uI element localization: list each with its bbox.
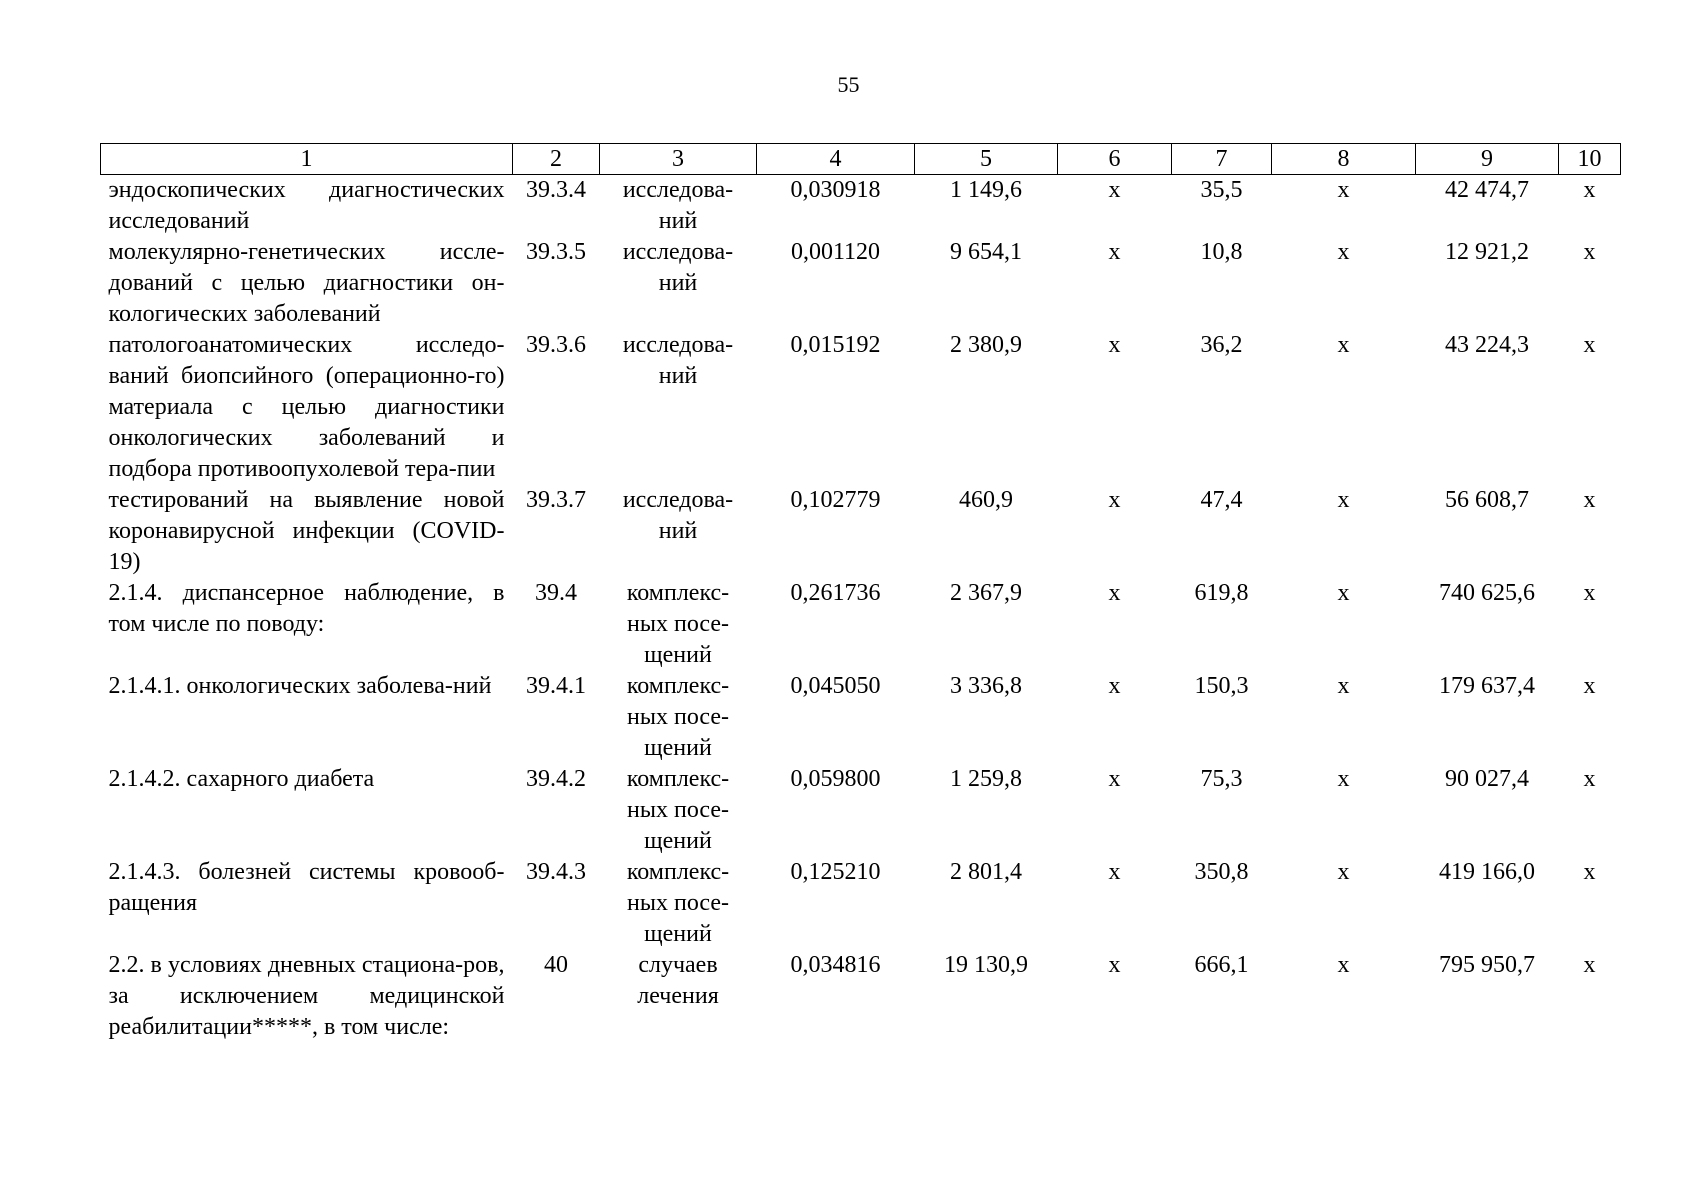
row-per-capita: 47,4 [1200,487,1243,513]
row-code: 39.4.1 [526,673,586,699]
table-row [101,578,1621,671]
row-per-capita: 350,8 [1194,859,1249,885]
row-col8: х [1337,580,1350,606]
table-row [101,764,1621,857]
row-standard: 0,030918 [790,177,881,203]
row-per-capita: 666,1 [1194,952,1249,978]
table-row [101,485,1621,578]
column-header-1: 1 [101,144,513,175]
row-standard: 0,125210 [790,859,881,885]
row-cost-per-unit: 2 367,9 [950,580,1022,606]
row-name: 2.1.4. диспансерное наблюдение, в том числе по поводу: [108,580,505,637]
row-total: 43 224,3 [1445,332,1529,358]
row-standard: 0,001120 [790,239,881,265]
column-header-3: 3 [600,144,757,175]
row-unit: исследова- ний [622,332,734,389]
row-col6: х [1108,766,1121,792]
row-per-capita: 36,2 [1200,332,1243,358]
row-col6: х [1108,580,1121,606]
row-unit: комплекс- ных посе- щений [626,673,730,761]
row-total: 42 474,7 [1445,177,1529,203]
row-unit: исследова- ний [622,177,734,234]
row-code: 39.4.2 [526,766,586,792]
row-col10: х [1583,952,1596,978]
row-col10: х [1583,766,1596,792]
row-name: тестирований на выявление новой коронавирусной инфекции (COVID-19) [108,487,505,575]
row-total: 90 027,4 [1445,766,1529,792]
row-col10: х [1583,580,1596,606]
row-unit: исследова- ний [622,487,734,544]
column-header-5: 5 [915,144,1058,175]
row-name: патологоанатомических исследо-ваний биопсийного (операционно-го) материала с целью диагностики онкологических заболеваний и подбора противоопухолевой тера-пии [108,332,505,482]
row-cost-per-unit: 2 380,9 [950,332,1022,358]
row-standard: 0,045050 [790,673,881,699]
row-col10: х [1583,239,1596,265]
row-cost-per-unit: 3 336,8 [950,673,1022,699]
row-code: 39.3.4 [526,177,586,203]
row-cost-per-unit: 460,9 [959,487,1013,513]
row-name: молекулярно-генетических иссле-дований с целью диагностики он-кологических заболеваний [108,239,505,327]
row-total: 795 950,7 [1439,952,1535,978]
data-table [100,143,1621,1043]
row-col8: х [1337,239,1350,265]
row-name: 2.1.4.3. болезней системы кровооб-ращения [108,859,505,916]
row-col6: х [1108,239,1121,265]
page-number: 55 [837,72,860,97]
row-total: 179 637,4 [1439,673,1535,699]
row-per-capita: 619,8 [1194,580,1249,606]
row-code: 39.3.6 [526,332,586,358]
row-col6: х [1108,952,1121,978]
table-row [101,671,1621,764]
table-header [101,144,1621,175]
row-cost-per-unit: 9 654,1 [950,239,1022,265]
row-col10: х [1583,177,1596,203]
row-col10: х [1583,859,1596,885]
row-col6: х [1108,177,1121,203]
row-code: 39.4.3 [526,859,586,885]
row-unit: исследова- ний [622,239,734,296]
column-header-2: 2 [513,144,600,175]
row-total: 12 921,2 [1445,239,1529,265]
row-cost-per-unit: 1 259,8 [950,766,1022,792]
row-col6: х [1108,859,1121,885]
column-header-10: 10 [1559,144,1621,175]
row-col8: х [1337,673,1350,699]
row-standard: 0,261736 [790,580,881,606]
row-col6: х [1108,673,1121,699]
row-standard: 0,059800 [790,766,881,792]
row-code: 39.3.5 [526,239,586,265]
table-body [101,175,1621,1044]
row-standard: 0,102779 [790,487,881,513]
row-per-capita: 75,3 [1200,766,1243,792]
column-header-7: 7 [1172,144,1272,175]
row-col8: х [1337,487,1350,513]
row-unit: комплекс- ных посе- щений [626,766,730,854]
column-header-4: 4 [757,144,915,175]
table-row [101,950,1621,1043]
row-col10: х [1583,487,1596,513]
row-unit: комплекс- ных посе- щений [626,580,730,668]
header-row [101,144,1621,175]
table-row [101,330,1621,485]
row-col10: х [1583,332,1596,358]
row-col6: х [1108,332,1121,358]
row-name: 2.1.4.1. онкологических заболева-ний [108,673,492,699]
row-per-capita: 150,3 [1194,673,1249,699]
row-col8: х [1337,332,1350,358]
row-col8: х [1337,766,1350,792]
row-col6: х [1108,487,1121,513]
row-cost-per-unit: 19 130,9 [944,952,1028,978]
row-total: 740 625,6 [1439,580,1535,606]
row-unit: комплекс- ных посе- щений [626,859,730,947]
row-total: 56 608,7 [1445,487,1529,513]
column-header-9: 9 [1416,144,1559,175]
row-standard: 0,015192 [790,332,881,358]
row-cost-per-unit: 1 149,6 [950,177,1022,203]
row-name: 2.1.4.2. сахарного диабета [108,766,375,792]
table-row [101,857,1621,950]
table-row [101,175,1621,238]
row-col8: х [1337,859,1350,885]
row-cost-per-unit: 2 801,4 [950,859,1022,885]
row-code: 40 [544,952,568,978]
row-code: 39.4 [535,580,577,606]
column-header-8: 8 [1272,144,1416,175]
row-total: 419 166,0 [1439,859,1535,885]
row-name: эндоскопических диагностических исследований [108,177,505,234]
row-name: 2.2. в условиях дневных стациона-ров, за исключением медицинской реабилитации*****, в том числе: [108,952,505,1040]
row-col10: х [1583,673,1596,699]
column-header-6: 6 [1058,144,1172,175]
row-per-capita: 10,8 [1200,239,1243,265]
row-col8: х [1337,952,1350,978]
table-row [101,237,1621,330]
row-col8: х [1337,177,1350,203]
row-per-capita: 35,5 [1200,177,1243,203]
row-standard: 0,034816 [790,952,881,978]
row-code: 39.3.7 [526,487,586,513]
row-unit: случаев лечения [637,952,719,1009]
